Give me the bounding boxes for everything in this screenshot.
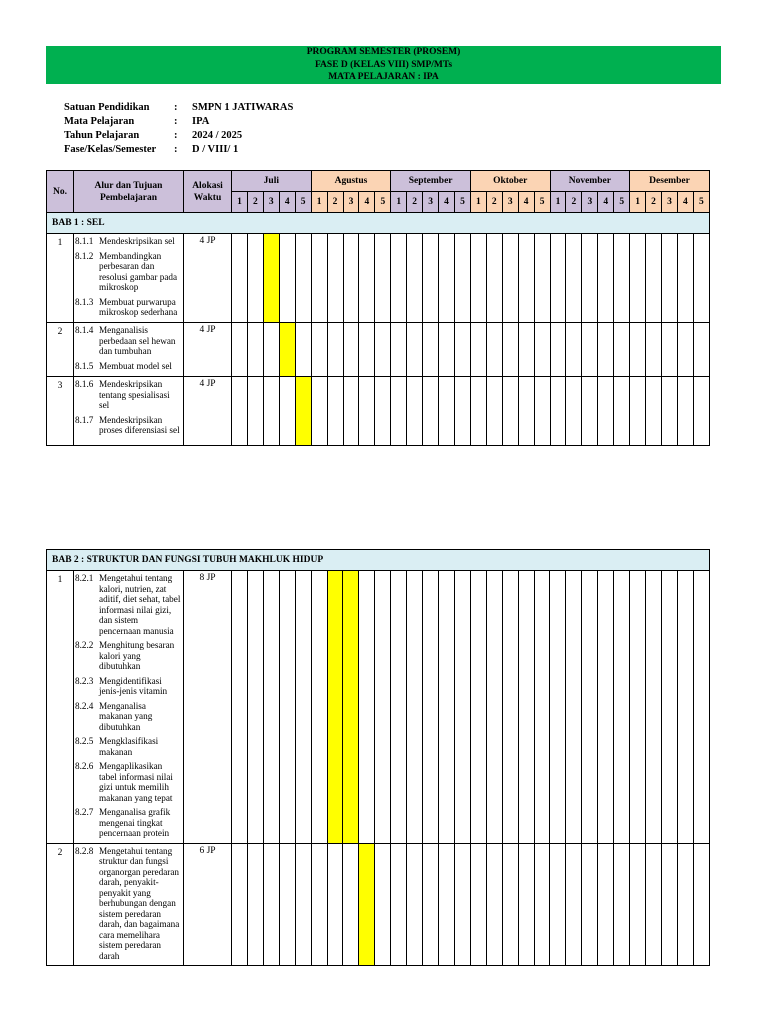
week-cell (598, 234, 614, 323)
week-header: 3 (343, 192, 359, 213)
week-cell (630, 234, 646, 323)
week-cell (438, 843, 454, 966)
header-no: No. (47, 171, 74, 213)
objective-text: Mengaplikasikan tabel informasi nilai gizi untuk memilih makanan yang tepat (99, 761, 173, 803)
week-cell (343, 843, 359, 966)
week-cell (359, 377, 375, 446)
week-cell (359, 234, 375, 323)
week-cell (247, 571, 263, 844)
week-cell (661, 843, 677, 966)
week-cell (645, 843, 661, 966)
week-cell (407, 234, 423, 323)
objective-code: 8.1.6 (75, 379, 94, 389)
objective-item (75, 640, 181, 672)
header-alur: Alur dan Tujuan Pembelajaran (74, 171, 184, 213)
info-colon: : (174, 102, 178, 113)
week-cell (439, 377, 455, 446)
objective-code: 8.2.8 (75, 845, 94, 856)
week-cell (550, 571, 566, 844)
objective-code: 8.1.5 (75, 360, 94, 371)
week-cell (311, 234, 327, 323)
month-header: September (391, 171, 471, 192)
week-cell (423, 843, 439, 966)
objective-item (75, 415, 181, 436)
week-cell (693, 377, 709, 446)
objective-text: Membandingkan perbesaran dan resolusi gambar pada mikroskop (99, 250, 178, 292)
objective-item (75, 379, 181, 411)
week-header: 3 (662, 192, 678, 213)
week-cell (279, 571, 295, 844)
time-allocation: 6 JP (184, 843, 232, 966)
week-cell (502, 323, 518, 377)
week-cell (534, 843, 550, 966)
title-banner (46, 46, 721, 84)
week-cell (454, 234, 470, 323)
week-cell (391, 377, 407, 446)
week-cell (662, 234, 678, 323)
week-cell (518, 234, 534, 323)
week-cell (598, 377, 614, 446)
week-cell (693, 234, 709, 323)
objective-item (75, 846, 181, 962)
week-header: 5 (295, 192, 311, 213)
week-cell (311, 571, 327, 844)
week-cell (407, 571, 423, 844)
objective-item (75, 736, 181, 757)
week-cell (247, 377, 263, 446)
objective-item (75, 361, 181, 372)
week-header: 2 (407, 192, 423, 213)
table-row (47, 843, 710, 966)
schedule-table-1 (46, 170, 710, 446)
week-header: 2 (646, 192, 662, 213)
week-cell-scheduled (327, 571, 343, 844)
week-cell (423, 234, 439, 323)
objective-text: Mendeskripsikan sel (99, 236, 175, 246)
learning-objectives (74, 571, 184, 844)
info-value: 2024 / 2025 (192, 130, 243, 141)
week-cell (630, 843, 646, 966)
time-allocation: 4 JP (184, 377, 232, 446)
week-cell (582, 843, 598, 966)
info-label: Mata Pelajaran (64, 116, 135, 127)
week-cell (677, 234, 693, 323)
week-cell (614, 234, 630, 323)
week-cell (598, 571, 614, 844)
week-cell (693, 571, 709, 844)
week-cell (693, 843, 709, 966)
objective-text: Membuat purwarupa mikroskop sederhana (99, 296, 178, 317)
learning-objectives (74, 234, 184, 323)
week-header: 4 (439, 192, 455, 213)
month-header: Juli (232, 171, 312, 192)
chapter-row (47, 550, 710, 571)
week-cell (677, 571, 693, 844)
objective-code: 8.2.2 (75, 640, 94, 650)
week-cell (423, 571, 439, 844)
week-cell (391, 234, 407, 323)
info-value: D / VIII/ 1 (192, 144, 239, 155)
chapter-row (47, 213, 710, 234)
week-header: 1 (232, 192, 248, 213)
week-cell (550, 323, 566, 377)
objective-text: Mendeskripsikan proses diferensiasi sel (99, 414, 180, 435)
week-cell (486, 843, 502, 966)
learning-objectives (74, 323, 184, 377)
objective-text: Menganalisa grafik mengenai tingkat pencernaan protein (99, 807, 171, 838)
week-header: 5 (534, 192, 550, 213)
title-line-3: MATA PELAJARAN : IPA (328, 72, 439, 82)
objective-text: Membuat model sel (99, 360, 172, 371)
week-cell (263, 377, 279, 446)
week-cell (343, 323, 359, 377)
week-cell (646, 377, 662, 446)
week-cell (470, 377, 486, 446)
time-allocation: 4 JP (184, 234, 232, 323)
objective-code: 8.2.5 (75, 736, 94, 746)
objective-text: Menganalisis perbedaan sel hewan dan tumbuhan (99, 325, 176, 356)
info-value: SMPN 1 JATIWARAS (192, 102, 294, 113)
week-cell (247, 234, 263, 323)
week-header: 4 (359, 192, 375, 213)
week-cell (247, 323, 263, 377)
week-cell (232, 377, 248, 446)
week-cell (470, 323, 486, 377)
week-cell (518, 571, 534, 844)
week-header: 1 (630, 192, 646, 213)
week-cell (630, 377, 646, 446)
week-cell (391, 571, 407, 844)
info-label: Satuan Pendidikan (64, 102, 150, 113)
week-header: 2 (486, 192, 502, 213)
chapter-title: BAB 2 : STRUKTUR DAN FUNGSI TUBUH MAKHLUK HIDUP (47, 550, 710, 571)
time-allocation: 8 JP (184, 571, 232, 844)
week-cell (295, 571, 311, 844)
week-cell (518, 323, 534, 377)
week-cell-scheduled (359, 843, 375, 966)
week-cell (614, 571, 630, 844)
week-cell (486, 234, 502, 323)
month-header: Oktober (470, 171, 550, 192)
week-cell (534, 377, 550, 446)
week-header: 3 (263, 192, 279, 213)
week-header: 2 (247, 192, 263, 213)
week-cell (375, 234, 391, 323)
week-cell (662, 323, 678, 377)
chapter-title: BAB 1 : SEL (47, 213, 710, 234)
objective-item (75, 701, 181, 733)
week-cell (598, 843, 614, 966)
week-cell (375, 377, 391, 446)
week-cell (502, 377, 518, 446)
week-cell (646, 234, 662, 323)
info-colon: : (174, 116, 178, 127)
week-cell (518, 843, 534, 966)
objective-code: 8.2.7 (75, 807, 94, 817)
week-cell (439, 323, 455, 377)
week-header: 1 (470, 192, 486, 213)
objective-text: Mengklasifikasi makanan (99, 736, 159, 757)
week-cell-scheduled (263, 234, 279, 323)
week-cell (582, 234, 598, 323)
objective-code: 8.1.4 (75, 325, 94, 335)
table-row (47, 571, 710, 844)
week-cell (279, 377, 295, 446)
week-header: 4 (677, 192, 693, 213)
row-number: 3 (47, 377, 74, 446)
week-cell (232, 234, 248, 323)
week-cell (375, 843, 391, 966)
week-cell (486, 377, 502, 446)
week-cell (359, 323, 375, 377)
week-header: 3 (502, 192, 518, 213)
week-header: 1 (391, 192, 407, 213)
week-cell (327, 377, 343, 446)
table-row (47, 234, 710, 323)
week-cell (582, 323, 598, 377)
week-header: 5 (454, 192, 470, 213)
week-cell (677, 377, 693, 446)
row-number: 2 (47, 843, 74, 966)
week-cell (566, 234, 582, 323)
week-cell (662, 377, 678, 446)
title-line-1: PROGRAM SEMESTER (PROSEM) (306, 47, 461, 57)
week-cell (470, 234, 486, 323)
week-cell (423, 323, 439, 377)
objective-code: 8.2.4 (75, 700, 94, 711)
month-header: Desember (630, 171, 710, 192)
week-header: 1 (311, 192, 327, 213)
week-cell (279, 234, 295, 323)
week-header: 2 (566, 192, 582, 213)
week-cell (614, 843, 630, 966)
week-cell (645, 571, 661, 844)
week-cell (534, 323, 550, 377)
week-cell (550, 377, 566, 446)
week-cell (677, 843, 693, 966)
week-cell (263, 571, 279, 844)
objective-code: 8.2.3 (75, 675, 94, 686)
week-header: 4 (518, 192, 534, 213)
objective-item (75, 676, 181, 697)
week-cell (295, 234, 311, 323)
row-number: 2 (47, 323, 74, 377)
week-cell (407, 323, 423, 377)
week-cell (232, 323, 248, 377)
week-cell (407, 843, 423, 966)
week-header: 3 (582, 192, 598, 213)
week-header: 4 (598, 192, 614, 213)
week-header: 5 (614, 192, 630, 213)
row-number: 1 (47, 234, 74, 323)
info-colon: : (174, 130, 178, 141)
week-cell-scheduled (279, 323, 295, 377)
week-cell (343, 377, 359, 446)
week-cell (470, 843, 486, 966)
week-cell (311, 843, 327, 966)
week-cell (375, 323, 391, 377)
objective-item (75, 807, 181, 839)
objective-text: Mengidentifikasi jenis-jenis vitamin (99, 675, 168, 696)
table-row (47, 323, 710, 377)
week-cell (327, 234, 343, 323)
week-cell (566, 843, 582, 966)
schedule-table-2 (46, 549, 710, 966)
objective-code: 8.2.6 (75, 761, 94, 771)
week-cell (295, 323, 311, 377)
week-cell (247, 843, 263, 966)
week-cell (518, 377, 534, 446)
objective-text: Mengetahui tentang struktur dan fungsi organorgan peredaran darah, penyakit-penyakit yang berhubungan dengan sistem peredaran darah, dan bagaimana cara memelihara sistem peredaran darah (99, 845, 180, 961)
info-label: Fase/Kelas/Semester (64, 144, 157, 155)
header-row-months (47, 171, 710, 192)
objective-item (75, 761, 181, 803)
week-cell-scheduled (343, 571, 359, 844)
week-cell (311, 323, 327, 377)
objective-item (75, 297, 181, 318)
week-cell (534, 571, 550, 844)
week-cell (630, 323, 646, 377)
learning-objectives (74, 377, 184, 446)
week-cell (295, 843, 311, 966)
title-line-2: FASE D (KELAS VIII) SMP/MTs (314, 59, 453, 70)
week-cell-scheduled (295, 377, 311, 446)
objective-code: 8.1.7 (75, 414, 94, 425)
week-cell (677, 323, 693, 377)
week-cell (232, 843, 248, 966)
week-cell (423, 377, 439, 446)
week-cell (327, 323, 343, 377)
week-header: 3 (423, 192, 439, 213)
week-header: 5 (375, 192, 391, 213)
week-cell (566, 377, 582, 446)
week-cell (550, 843, 566, 966)
learning-objectives (74, 843, 184, 966)
week-cell (598, 323, 614, 377)
week-cell (454, 571, 470, 844)
week-cell (614, 377, 630, 446)
month-header: Agustus (311, 171, 391, 192)
week-header: 2 (327, 192, 343, 213)
week-cell (343, 234, 359, 323)
objective-code: 8.2.1 (75, 573, 94, 583)
week-cell (232, 571, 248, 844)
week-cell (454, 323, 470, 377)
week-cell (661, 571, 677, 844)
week-cell (534, 234, 550, 323)
objective-text: Mengetahui tentang kalori, nutrien, zat aditif, diet sehat, tabel informasi nilai gizi, dan sistem pencernaan manusia (99, 573, 181, 636)
objective-code: 8.1.1 (75, 236, 94, 246)
week-cell (375, 571, 391, 844)
week-cell (502, 571, 518, 844)
objective-code: 8.1.3 (75, 296, 94, 307)
objective-text: Menganalisa makanan yang dibutuhkan (99, 700, 153, 732)
week-cell (614, 323, 630, 377)
week-cell (486, 323, 502, 377)
time-allocation: 4 JP (184, 323, 232, 377)
week-cell (454, 377, 470, 446)
objective-code: 8.1.2 (75, 250, 94, 261)
week-cell (407, 377, 423, 446)
week-cell (470, 571, 486, 844)
week-cell (279, 843, 295, 966)
week-cell (263, 843, 279, 966)
week-header: 1 (550, 192, 566, 213)
info-label: Tahun Pelajaran (64, 130, 140, 141)
week-cell (630, 571, 646, 844)
week-cell (454, 843, 470, 966)
row-number: 1 (47, 571, 74, 844)
week-cell (566, 323, 582, 377)
week-cell (311, 377, 327, 446)
week-cell (582, 571, 598, 844)
week-cell (439, 234, 455, 323)
objective-item (75, 573, 181, 636)
objective-item (75, 251, 181, 293)
week-header: 4 (279, 192, 295, 213)
week-cell (359, 571, 375, 844)
header-alokasi: Alokasi Waktu (184, 171, 232, 213)
month-header: November (550, 171, 630, 192)
objective-item (75, 325, 181, 357)
week-cell (391, 323, 407, 377)
week-cell (582, 377, 598, 446)
week-cell (502, 234, 518, 323)
week-cell (438, 571, 454, 844)
week-header: 5 (693, 192, 709, 213)
week-cell (327, 843, 343, 966)
week-cell (502, 843, 518, 966)
week-cell (263, 323, 279, 377)
objective-text: Mendeskripsikan tentang spesialisasi sel (99, 379, 170, 410)
week-cell (566, 571, 582, 844)
objective-item (75, 236, 181, 247)
week-cell (646, 323, 662, 377)
week-cell (391, 843, 407, 966)
info-value: IPA (192, 116, 210, 127)
table-row (47, 377, 710, 446)
week-cell (693, 323, 709, 377)
info-colon: : (174, 144, 178, 155)
week-cell (486, 571, 502, 844)
week-cell (550, 234, 566, 323)
objective-text: Menghitung besaran kalori yang dibutuhkan (99, 640, 175, 671)
